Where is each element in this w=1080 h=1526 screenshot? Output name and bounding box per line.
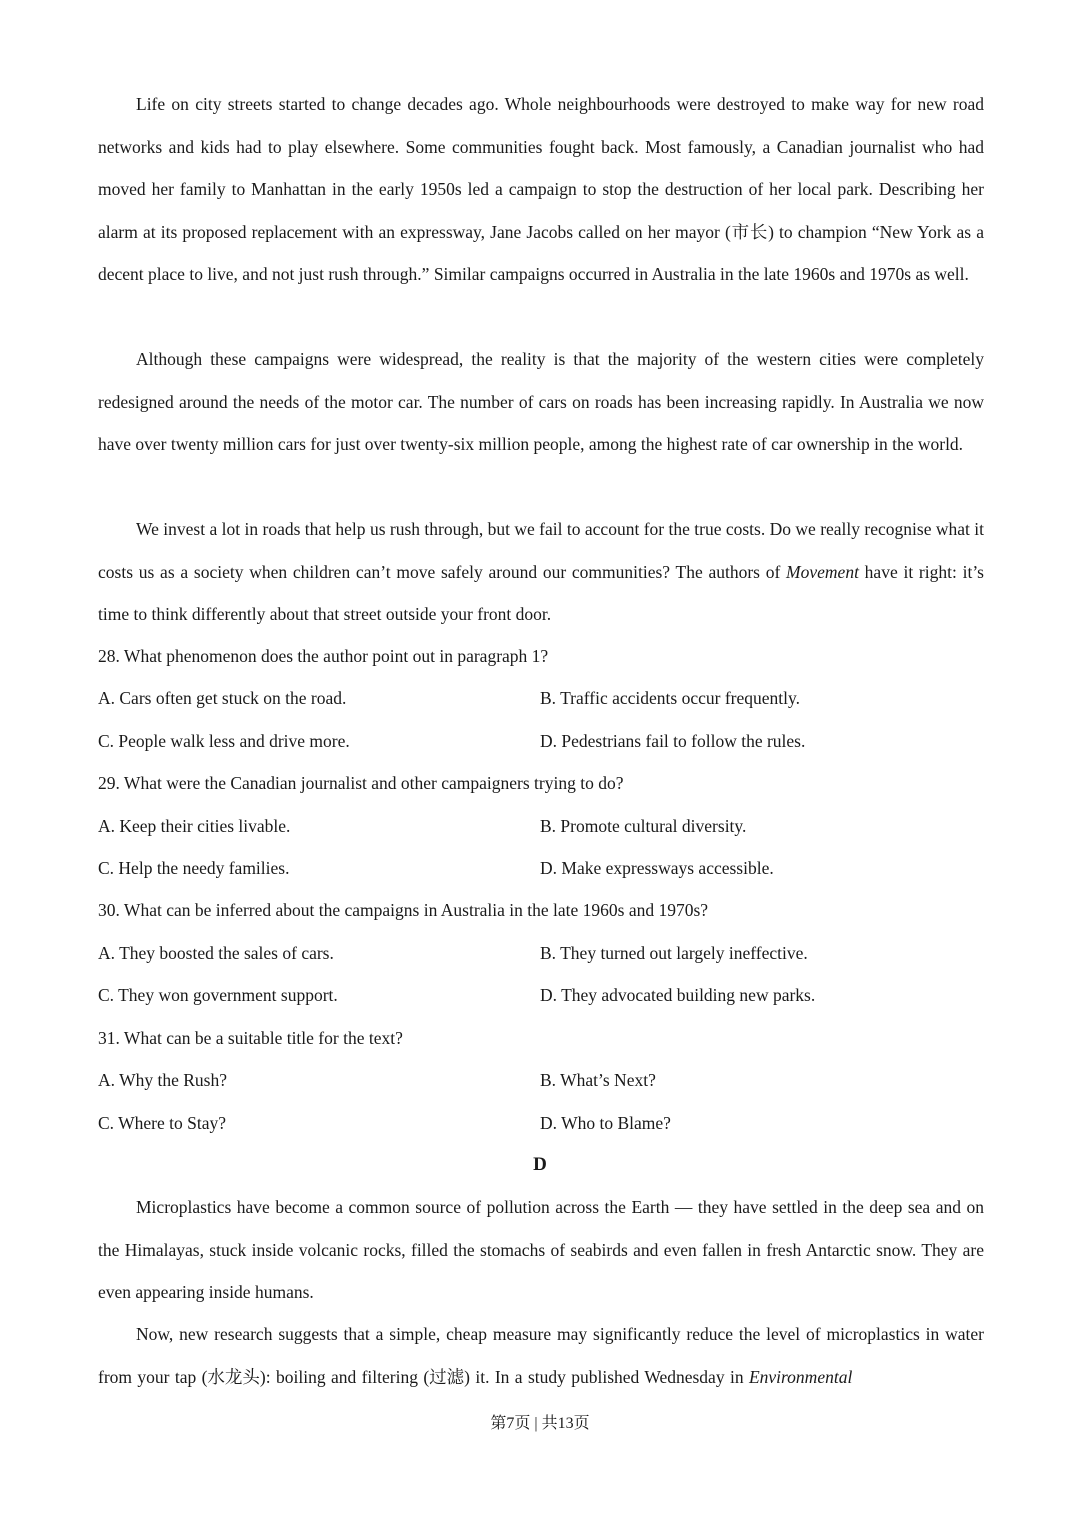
option-d: D. They advocated building new parks. [540, 985, 816, 1005]
section-d-paragraph-1: Microplastics have become a common source of pollution across the Earth — they have settled in the deep sea and on the Himalayas, stuck inside volcanic rocks, filled the stomachs of seabirds and even fallen in fresh Antarctic snow. They are even appearing inside humans. [98, 1197, 984, 1302]
option-c: C. People walk less and drive more. [98, 731, 350, 751]
journal-title: Environmental [748, 1366, 853, 1387]
option-a: A. Cars often get stuck on the road. [98, 688, 347, 708]
book-title: Movement [786, 561, 859, 582]
section-d-paragraph-2-text: Now, new research suggests that a simple, cheap measure may significantly reduce the level of microplastics in water from your tap (水龙头): boiling and filtering (过滤) it. In a study published Wednesday in [98, 1324, 984, 1387]
option-b: B. Traffic accidents occur frequently. [540, 688, 800, 708]
option-b: B. What’s Next? [540, 1070, 656, 1090]
section-d-paragraph-2 [98, 1313, 984, 1398]
option-d: D. Who to Blame? [540, 1113, 671, 1133]
option-a: A. Why the Rush? [98, 1070, 227, 1090]
question-stem: 31. What can be a suitable title for the text? [98, 1028, 403, 1048]
question-stem: 28. What phenomenon does the author point out in paragraph 1? [98, 646, 549, 666]
section-heading: D [533, 1154, 547, 1175]
page-footer: 第7页 | 共13页 [490, 1415, 590, 1432]
paragraph-3-text-end: have it right: it’s time to think differently about that street outside your front door. [98, 561, 984, 624]
option-b: B. They turned out largely ineffective. [540, 943, 808, 963]
option-a: A. Keep their cities livable. [98, 816, 291, 836]
question-stem: 29. What were the Canadian journalist and other campaigners trying to do? [98, 773, 624, 793]
paragraph-3-text: We invest a lot in roads that help us rush through, but we fail to account for the true costs. Do we really recognise what it costs us as a society when children can’t move safely around our communities? The authors of [98, 519, 984, 582]
option-a: A. They boosted the sales of cars. [98, 943, 334, 963]
option-c: C. Help the needy families. [98, 858, 290, 878]
option-d: D. Pedestrians fail to follow the rules. [540, 731, 806, 751]
option-d: D. Make expressways accessible. [540, 858, 774, 878]
paragraph-1: Life on city streets started to change decades ago. Whole neighbourhoods were destroyed to make way for new road networks and kids had to play elsewhere. Some communities fought back. Most famously, a Canadian journalist who had moved her family to Manhattan in the early 1950s led a campaign to stop the destruction of her local park. Describing her alarm at its proposed replacement with an expressway, Jane Jacobs called on her mayor (市长) to champion “New York as a decent place to live, and not just rush through.” Similar campaigns occurred in Australia in the late 1960s and 1970s as well. [98, 94, 984, 284]
option-b: B. Promote cultural diversity. [540, 816, 747, 836]
question-stem: 30. What can be inferred about the campaigns in Australia in the late 1960s and 1970s? [98, 900, 709, 920]
paragraph-3 [98, 508, 984, 636]
option-c: C. They won government support. [98, 985, 338, 1005]
option-c: C. Where to Stay? [98, 1113, 226, 1133]
paragraph-2: Although these campaigns were widespread, the reality is that the majority of the western cities were completely redesigned around the needs of the motor car. The number of cars on roads has been increasing rapidly. In Australia we now have over twenty million cars for just over twenty-six million people, among the highest rate of car ownership in the world. [98, 349, 984, 454]
